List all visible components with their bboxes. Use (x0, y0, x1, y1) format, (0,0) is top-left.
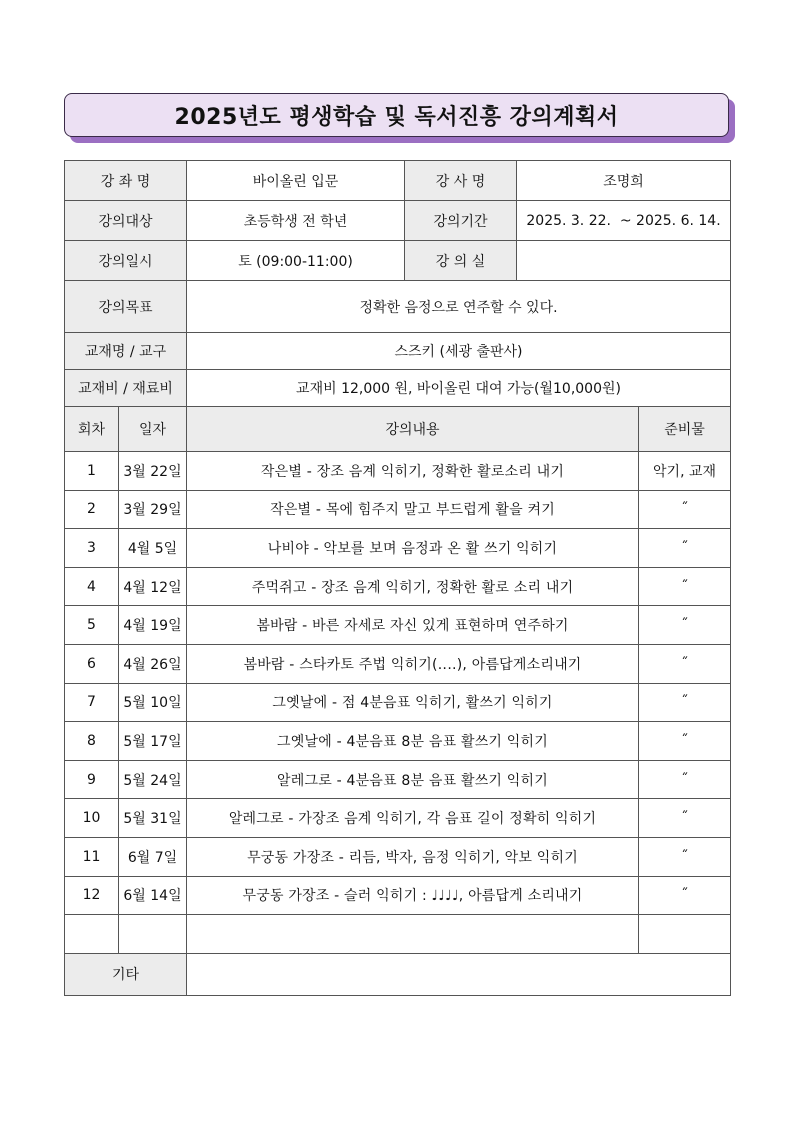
info-row-goal (65, 281, 731, 333)
table-row (65, 606, 731, 645)
session-date: 4월 12일 (119, 567, 187, 606)
session-preparation: ˝ (639, 529, 731, 568)
session-date: 6월 7일 (119, 837, 187, 876)
session-content: 봄바람 - 스타카토 주법 익히기(‥‥), 아름답게소리내기 (187, 644, 639, 683)
session-number: 10 (65, 799, 119, 838)
table-row (65, 799, 731, 838)
session-date: 5월 17일 (119, 722, 187, 761)
session-number: 6 (65, 644, 119, 683)
textbook-value: 스즈키 (세광 출판사) (187, 333, 731, 370)
table-row (65, 567, 731, 606)
session-content: 나비야 - 악보를 보며 음정과 온 활 쓰기 익히기 (187, 529, 639, 568)
period-label: 강의기간 (405, 201, 517, 241)
session-preparation: ˝ (639, 644, 731, 683)
session-number: 9 (65, 760, 119, 799)
room-label: 강 의 실 (405, 241, 517, 281)
goal-label: 강의목표 (65, 281, 187, 333)
session-date: 6월 14일 (119, 876, 187, 915)
session-date: 5월 10일 (119, 683, 187, 722)
session-preparation: ˝ (639, 683, 731, 722)
info-row-cost (65, 370, 731, 407)
cost-value: 교재비 12,000 원, 바이올린 대여 가능(월10,000원) (187, 370, 731, 407)
table-row (65, 760, 731, 799)
session-preparation: ˝ (639, 606, 731, 645)
etc-row (65, 953, 731, 995)
session-content: 작은별 - 목에 힘주지 말고 부드럽게 활을 켜기 (187, 490, 639, 529)
table-row (65, 837, 731, 876)
session-content: 무궁동 가장조 - 슬러 익히기 : ♩♩♩♩, 아름답게 소리내기 (187, 876, 639, 915)
session-content: 알레그로 - 4분음표 8분 음표 활쓰기 익히기 (187, 760, 639, 799)
session-preparation: ˝ (639, 876, 731, 915)
info-row-course (65, 161, 731, 201)
page-title: 2025년도 평생학습 및 독서진흥 강의계획서 (64, 93, 729, 137)
session-content: 주먹쥐고 - 장조 음계 익히기, 정확한 활로 소리 내기 (187, 567, 639, 606)
session-date (119, 915, 187, 954)
schedule-label: 강의일시 (65, 241, 187, 281)
target-value: 초등학생 전 학년 (187, 201, 405, 241)
sessions-header-row (65, 407, 731, 452)
session-content: 작은별 - 장조 음계 익히기, 정확한 활로소리 내기 (187, 452, 639, 491)
session-content: 봄바람 - 바른 자세로 자신 있게 표현하며 연주하기 (187, 606, 639, 645)
table-row (65, 529, 731, 568)
session-preparation: ˝ (639, 567, 731, 606)
goal-value: 정확한 음정으로 연주할 수 있다. (187, 281, 731, 333)
target-label: 강의대상 (65, 201, 187, 241)
table-row (65, 644, 731, 683)
info-row-target (65, 201, 731, 241)
table-row (65, 876, 731, 915)
etc-label: 기타 (65, 953, 187, 995)
session-number: 12 (65, 876, 119, 915)
session-number: 3 (65, 529, 119, 568)
session-number: 1 (65, 452, 119, 491)
room-value (517, 241, 731, 281)
session-date: 4월 5일 (119, 529, 187, 568)
date-header: 일자 (119, 407, 187, 452)
session-number: 4 (65, 567, 119, 606)
session-number (65, 915, 119, 954)
table-row (65, 490, 731, 529)
info-row-textbook (65, 333, 731, 370)
textbook-label: 교재명 / 교구 (65, 333, 187, 370)
session-number: 7 (65, 683, 119, 722)
session-preparation: ˝ (639, 799, 731, 838)
session-date: 4월 19일 (119, 606, 187, 645)
session-number: 2 (65, 490, 119, 529)
cost-label: 교재비 / 재료비 (65, 370, 187, 407)
session-preparation: ˝ (639, 760, 731, 799)
session-content (187, 915, 639, 954)
session-number: 5 (65, 606, 119, 645)
instructor-label: 강 사 명 (405, 161, 517, 201)
schedule-value: 토 (09:00-11:00) (187, 241, 405, 281)
session-preparation (639, 915, 731, 954)
session-date: 5월 31일 (119, 799, 187, 838)
content-header: 강의내용 (187, 407, 639, 452)
table-row (65, 452, 731, 491)
session-content: 그옛날에 - 점 4분음표 익히기, 활쓰기 익히기 (187, 683, 639, 722)
session-date: 4월 26일 (119, 644, 187, 683)
table-row (65, 722, 731, 761)
session-preparation: ˝ (639, 722, 731, 761)
session-content: 그옛날에 - 4분음표 8분 음표 활쓰기 익히기 (187, 722, 639, 761)
session-number: 8 (65, 722, 119, 761)
instructor-value: 조명희 (517, 161, 731, 201)
preparation-header: 준비물 (639, 407, 731, 452)
session-preparation: ˝ (639, 490, 731, 529)
etc-value (187, 953, 731, 995)
session-date: 3월 22일 (119, 452, 187, 491)
session-date: 3월 29일 (119, 490, 187, 529)
course-value: 바이올린 입문 (187, 161, 405, 201)
table-row (65, 915, 731, 954)
course-label: 강 좌 명 (65, 161, 187, 201)
info-row-schedule (65, 241, 731, 281)
lecture-plan-table (64, 160, 731, 996)
session-preparation: ˝ (639, 837, 731, 876)
session-preparation: 악기, 교재 (639, 452, 731, 491)
session-number: 11 (65, 837, 119, 876)
session-content: 무궁동 가장조 - 리듬, 박자, 음정 익히기, 악보 익히기 (187, 837, 639, 876)
table-row (65, 683, 731, 722)
number-header: 회차 (65, 407, 119, 452)
session-date: 5월 24일 (119, 760, 187, 799)
session-content: 알레그로 - 가장조 음계 익히기, 각 음표 길이 정확히 익히기 (187, 799, 639, 838)
period-value: 2025. 3. 22. ~ 2025. 6. 14. (517, 201, 731, 241)
